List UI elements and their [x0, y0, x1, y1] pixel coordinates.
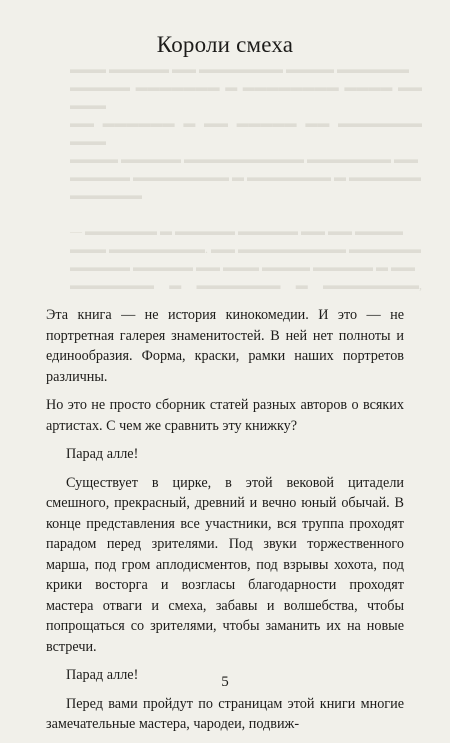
paragraph: Существует в цирке, в этой вековой цитадели смешного, прекрасный, древний и вечно юный обычай. В конце представления все участники, вся труппа проходят парадом перед зрителями. Под звуки торжественного марша, под гром аплодисментов, под взрывы хохота, под крики восторга и возгласы благодарности проходят мастера отваги и смеха, забавы и волшебства, чтобы попрощаться со зрителями, чтобы заманить их на новые встречи.	[46, 474, 404, 655]
paragraph: Парад алле!	[66, 446, 139, 462]
page-title: Короли смеха	[156, 32, 294, 57]
bleed-through-texture: ▬▬▬ ▬▬▬▬▬ ▬▬ ▬▬▬▬▬▬▬ ▬▬▬▬ ▬▬▬▬▬▬ ▬▬▬▬▬ ▬▬▬▬▬▬▬ ▬ ▬▬▬▬▬▬▬▬ ▬▬▬▬ ▬▬ ▬▬▬ ▬▬ ▬▬▬▬▬▬ ▬ ▬▬ ▬▬▬▬▬ ▬▬ ▬▬▬▬▬▬▬ ▬▬▬ ▬▬▬▬ ▬▬▬▬▬ ▬▬▬▬▬▬▬▬▬▬ ▬▬▬▬▬▬▬ ▬▬ ▬▬▬▬▬ ▬▬▬▬▬▬▬▬ ▬ ▬▬▬▬▬▬▬ ▬ ▬▬▬▬▬▬ ▬▬▬▬▬▬ — ▬▬▬▬▬▬ ▬ ▬▬▬▬▬ ▬▬▬▬▬ ▬▬ ▬▬ ▬▬▬▬ ▬▬▬ ▬▬▬▬▬▬▬▬. ▬▬ ▬▬▬▬▬▬▬▬▬ ▬▬▬▬▬▬ ▬▬▬▬▬ ▬▬▬▬▬ ▬▬ ▬▬▬ ▬▬▬▬ ▬▬▬▬▬ ▬ ▬▬ ▬▬▬▬▬▬▬ ▬ ▬▬▬▬▬▬▬ ▬ ▬▬▬▬▬▬▬▬,	[70, 62, 422, 292]
page-number: 5	[221, 674, 229, 690]
paragraph: Эта книга — не история кинокомедии. И это — не портретная галерея знаменитостей. В ней нет полноты и единообразия. Форма, краски, рамки наших портретов различны.	[46, 307, 404, 385]
paragraph: Парад алле!	[66, 667, 139, 683]
paragraph: Но это не просто сборник статей разных авторов о всяких артистах. С чем же сравнить эту книжку?	[46, 397, 404, 434]
paragraph: Перед вами пройдут по страницам этой книги многие замечательные мастера, чародеи, подвиж-	[46, 695, 404, 732]
